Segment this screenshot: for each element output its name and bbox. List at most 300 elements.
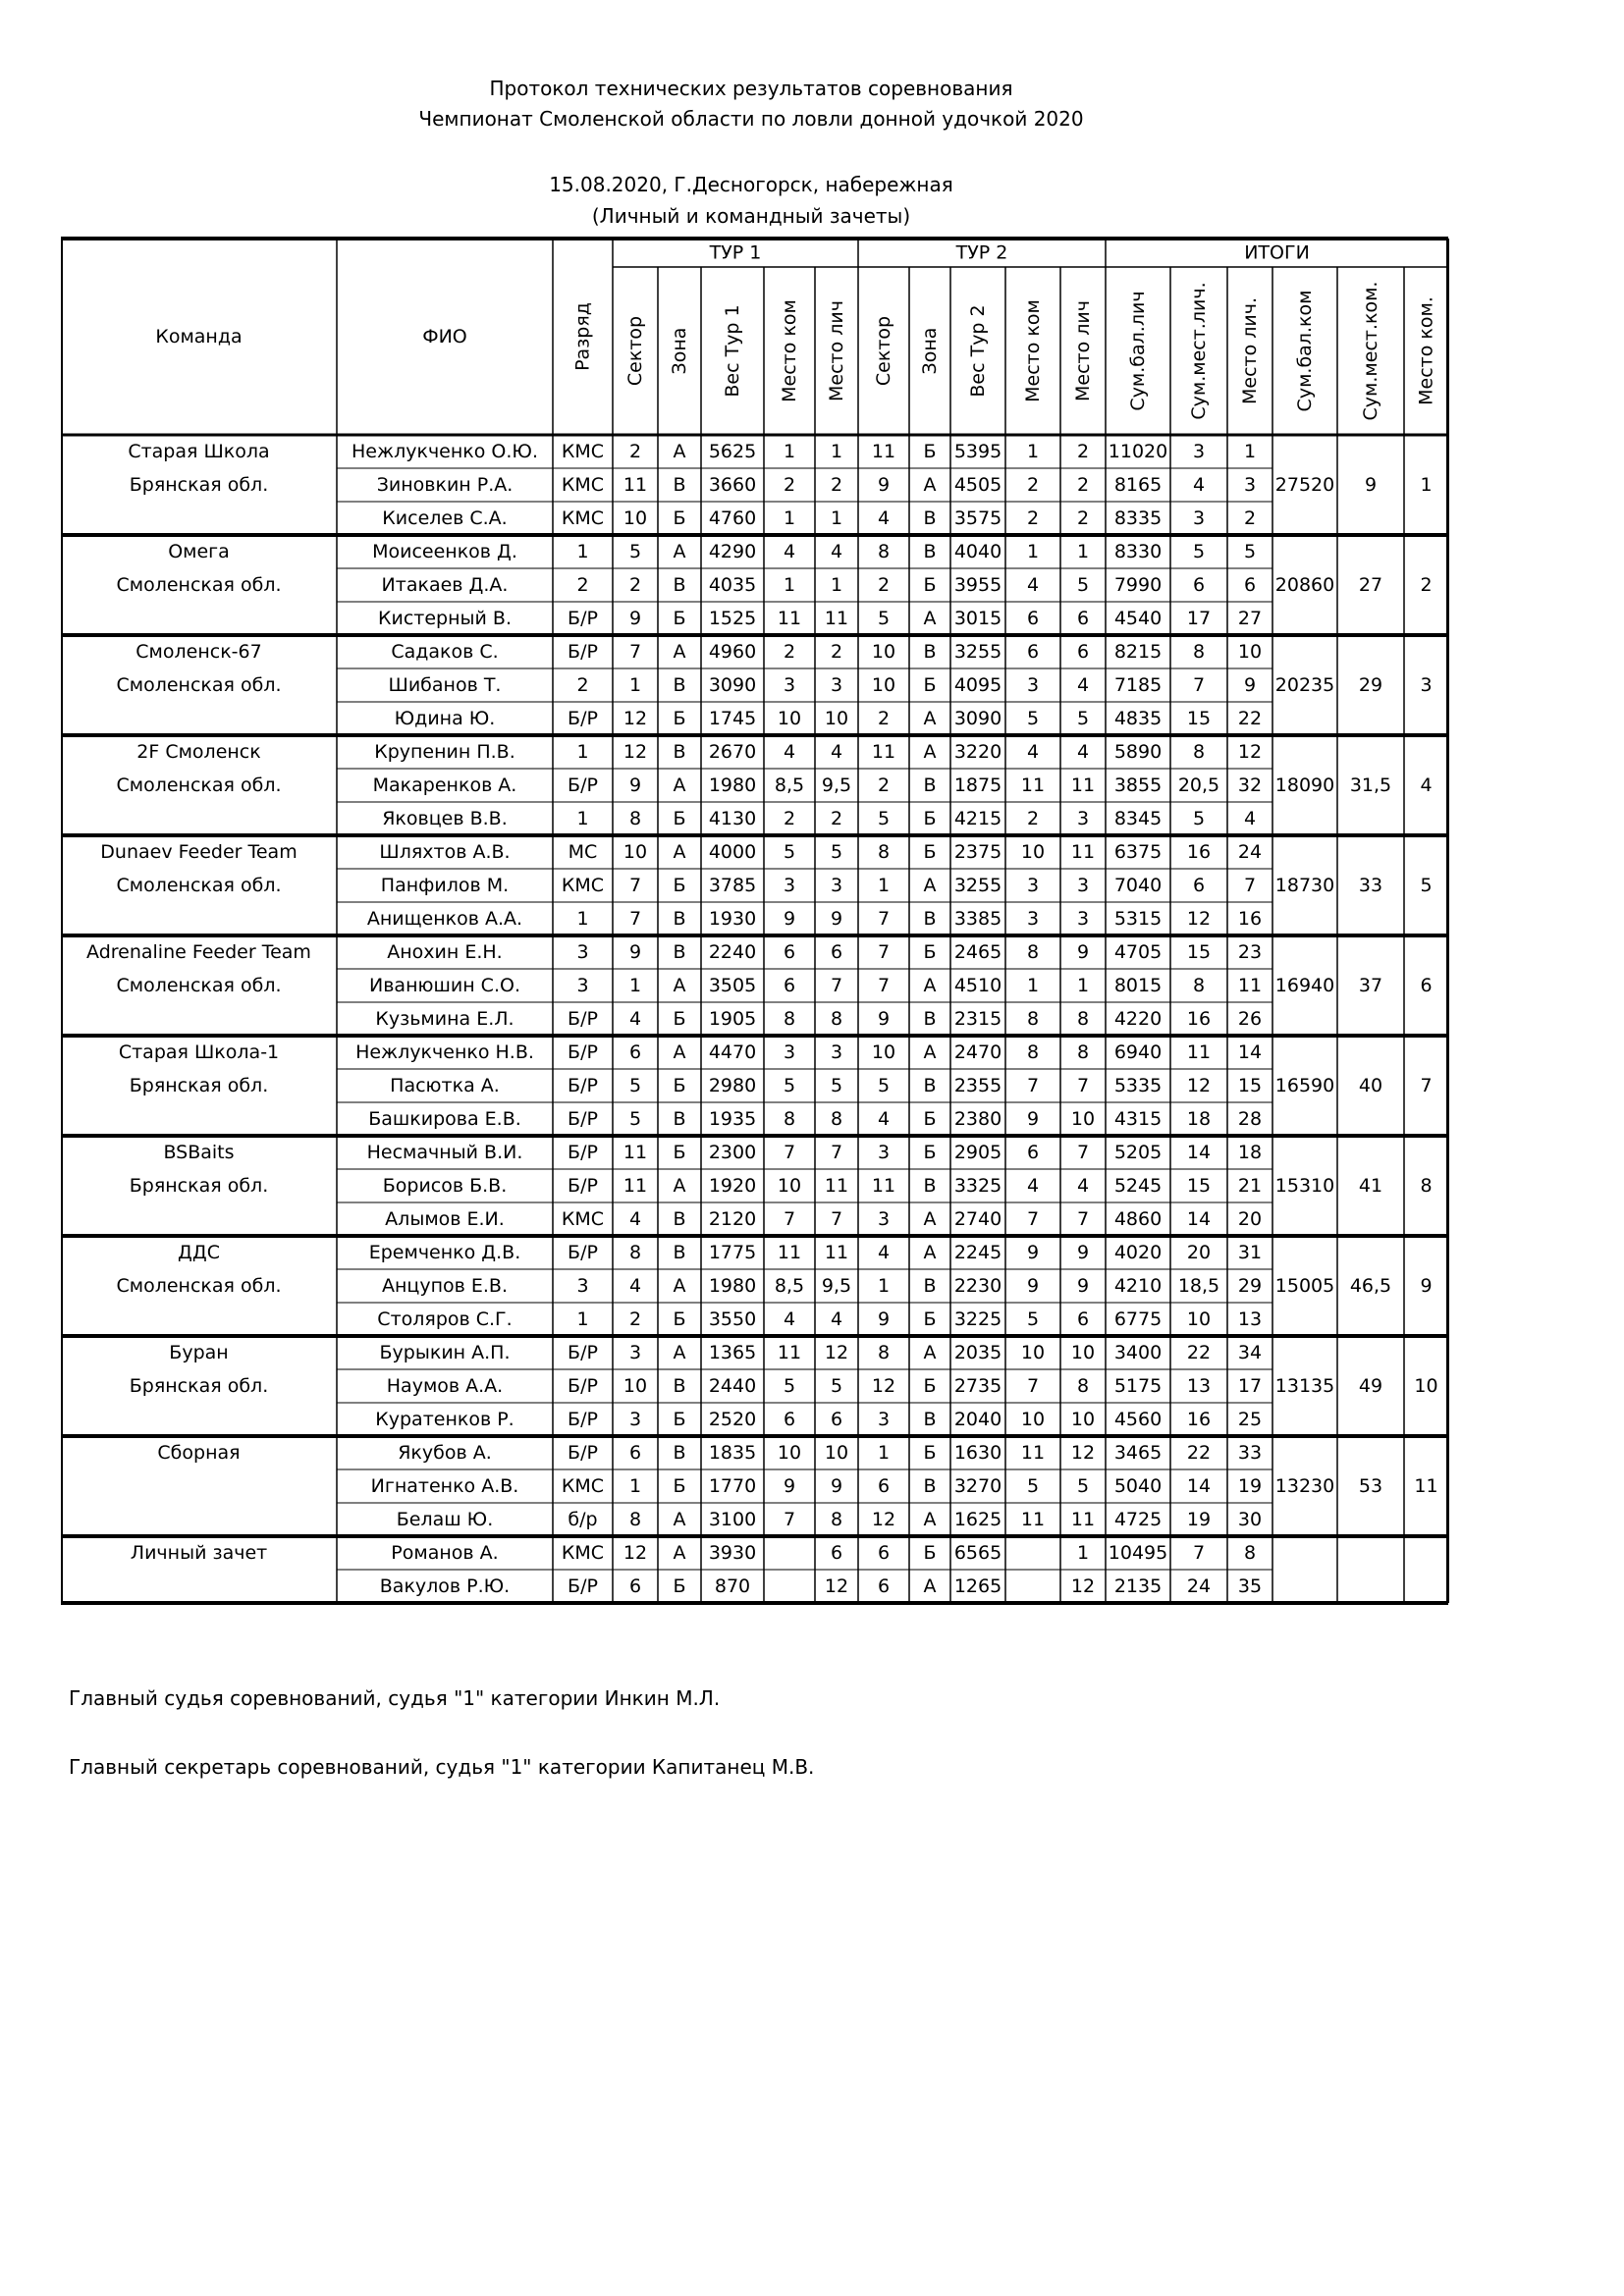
table-cell: 9: [877, 1308, 891, 1330]
table-cell: Б: [923, 1442, 937, 1464]
column-header: Место лич: [826, 300, 847, 401]
table-cell: 11: [777, 1242, 802, 1263]
table-cell: В: [673, 1108, 686, 1130]
table-cell: 1: [783, 507, 796, 529]
table-cell: 3: [576, 975, 589, 996]
table-cell: 11: [623, 474, 648, 496]
table-cell: 10: [871, 1041, 896, 1063]
team-place: 1: [1420, 474, 1433, 496]
team-place: 3: [1420, 674, 1433, 696]
team-region: Смоленская обл.: [116, 1275, 282, 1297]
team-places-sum: 46,5: [1349, 1275, 1392, 1297]
table-cell: 8: [1192, 975, 1206, 996]
table-cell: 7: [1026, 1075, 1040, 1096]
table-cell: 1: [877, 875, 891, 896]
championship-subtitle: Чемпионат Смоленской области по ловли донной удочкой 2020: [418, 107, 1084, 131]
table-cell: 14: [1186, 1208, 1212, 1230]
table-cell: 2: [830, 474, 843, 496]
table-cell: 3: [783, 1041, 796, 1063]
table-cell: 4725: [1113, 1509, 1163, 1530]
table-cell: 4: [830, 1308, 843, 1330]
table-cell: 8: [1076, 1008, 1090, 1030]
table-cell: 4: [1076, 1175, 1090, 1197]
table-cell: 3255: [953, 641, 1002, 663]
table-cell: 9: [830, 1475, 843, 1497]
angler-name: Макаренков А.: [372, 774, 517, 796]
table-cell: В: [673, 941, 686, 963]
results-table: [61, 234, 1449, 1608]
column-header: Место лич: [1072, 300, 1094, 401]
table-cell: 4835: [1113, 708, 1163, 729]
table-cell: 2740: [953, 1208, 1002, 1230]
table-cell: 2: [1076, 441, 1090, 462]
table-cell: 4960: [708, 641, 757, 663]
team-region: Брянская обл.: [129, 474, 269, 496]
team-place: 6: [1420, 975, 1433, 996]
table-cell: В: [673, 1442, 686, 1464]
table-cell: 9: [1076, 941, 1090, 963]
table-cell: Б: [923, 441, 937, 462]
table-cell: 10: [824, 1442, 849, 1464]
table-cell: 3: [1076, 875, 1090, 896]
table-cell: 2: [1026, 507, 1040, 529]
table-cell: 10: [1070, 1342, 1096, 1363]
team-places-sum: 33: [1358, 875, 1383, 896]
table-cell: 7: [1076, 1208, 1090, 1230]
table-cell: 2: [877, 774, 891, 796]
table-cell: А: [923, 741, 937, 763]
table-cell: 7990: [1113, 574, 1163, 596]
table-cell: 1: [576, 541, 589, 562]
table-cell: 12: [871, 1509, 896, 1530]
table-cell: 6940: [1113, 1041, 1163, 1063]
angler-name: Романов А.: [391, 1542, 499, 1564]
table-cell: 11020: [1108, 441, 1168, 462]
table-cell: 3660: [708, 474, 757, 496]
table-cell: 1775: [708, 1242, 757, 1263]
table-cell: 9: [1026, 1242, 1040, 1263]
table-cell: 9: [877, 474, 891, 496]
table-cell: 2: [1243, 507, 1257, 529]
table-cell: А: [923, 1208, 937, 1230]
table-cell: 1625: [953, 1509, 1002, 1530]
table-cell: 11: [1020, 1442, 1046, 1464]
table-cell: 1: [830, 441, 843, 462]
table-cell: Б: [673, 808, 686, 829]
table-cell: 5: [877, 1075, 891, 1096]
table-cell: 7: [628, 641, 642, 663]
table-cell: 2: [830, 641, 843, 663]
table-cell: 2: [628, 1308, 642, 1330]
table-cell: 6: [1192, 875, 1206, 896]
table-cell: 29: [1237, 1275, 1263, 1297]
team-score: 27520: [1274, 474, 1335, 496]
column-header: Сектор: [873, 315, 894, 387]
table-cell: 7: [628, 875, 642, 896]
table-cell: 1: [830, 507, 843, 529]
angler-name: Бурыкин А.П.: [379, 1342, 511, 1363]
table-cell: Б: [673, 1575, 686, 1597]
table-cell: 4: [877, 1108, 891, 1130]
table-cell: 3: [877, 1409, 891, 1430]
table-cell: 8: [1192, 741, 1206, 763]
column-header: Сектор: [624, 315, 646, 387]
table-cell: 5335: [1113, 1075, 1163, 1096]
table-cell: 10: [623, 841, 648, 863]
table-cell: 16: [1186, 1008, 1212, 1030]
table-cell: 11: [1070, 1509, 1096, 1530]
table-cell: 34: [1237, 1342, 1263, 1363]
table-cell: 3: [830, 1041, 843, 1063]
table-cell: 6: [783, 975, 796, 996]
table-cell: МС: [568, 841, 598, 863]
table-cell: 8215: [1113, 641, 1163, 663]
team-places-sum: 37: [1358, 975, 1383, 996]
table-cell: 2: [1026, 808, 1040, 829]
table-cell: 1: [783, 441, 796, 462]
table-cell: 8330: [1113, 541, 1163, 562]
table-cell: 6: [877, 1575, 891, 1597]
table-cell: 11: [1186, 1041, 1212, 1063]
table-cell: 1265: [953, 1575, 1002, 1597]
table-cell: 17: [1237, 1375, 1263, 1397]
table-cell: 2040: [953, 1409, 1002, 1430]
team-region: Смоленская обл.: [116, 774, 282, 796]
table-cell: 3: [576, 1275, 589, 1297]
table-cell: 10495: [1108, 1542, 1168, 1564]
table-cell: 3100: [708, 1509, 757, 1530]
table-cell: 4020: [1113, 1242, 1163, 1263]
table-cell: 11: [871, 441, 896, 462]
table-cell: 4540: [1113, 608, 1163, 629]
table-cell: 2: [576, 574, 589, 596]
table-cell: Б: [673, 1075, 686, 1096]
angler-name: Шибанов Т.: [388, 674, 502, 696]
table-cell: В: [923, 641, 937, 663]
table-cell: 9: [1243, 674, 1257, 696]
table-cell: А: [923, 875, 937, 896]
table-cell: 24: [1237, 841, 1263, 863]
team-place: 10: [1414, 1375, 1438, 1397]
table-cell: Б: [673, 875, 686, 896]
table-cell: А: [673, 841, 686, 863]
table-cell: 4: [830, 741, 843, 763]
table-cell: 4095: [953, 674, 1002, 696]
table-cell: 4505: [953, 474, 1002, 496]
table-cell: Б: [923, 1375, 937, 1397]
table-cell: 8,5: [774, 774, 805, 796]
table-cell: Б: [923, 1308, 937, 1330]
table-cell: 1980: [708, 1275, 757, 1297]
table-cell: 5: [783, 1375, 796, 1397]
table-cell: 8: [1026, 941, 1040, 963]
table-cell: 5: [1243, 541, 1257, 562]
table-cell: 2: [877, 708, 891, 729]
team-places-sum: 9: [1364, 474, 1378, 496]
table-cell: 4: [877, 507, 891, 529]
table-cell: В: [923, 1275, 937, 1297]
table-cell: 9: [783, 908, 796, 930]
group-header: ИТОГИ: [1244, 241, 1310, 264]
table-cell: 4760: [708, 507, 757, 529]
table-cell: А: [673, 1542, 686, 1564]
team-name: Омега: [168, 541, 230, 562]
table-cell: 7: [783, 1208, 796, 1230]
table-cell: 4560: [1113, 1409, 1163, 1430]
table-cell: А: [673, 1509, 686, 1530]
table-cell: 8: [628, 808, 642, 829]
table-cell: 2: [1076, 507, 1090, 529]
angler-name: Куратенков Р.: [375, 1409, 514, 1430]
table-cell: 4: [783, 741, 796, 763]
table-cell: 12: [1070, 1575, 1096, 1597]
table-cell: 16: [1186, 841, 1212, 863]
table-cell: А: [673, 774, 686, 796]
table-cell: В: [673, 1242, 686, 1263]
table-cell: Б/Р: [568, 641, 598, 663]
table-cell: 2: [576, 674, 589, 696]
team-region: Брянская обл.: [129, 1375, 269, 1397]
table-cell: 3: [1192, 441, 1206, 462]
team-score: 13230: [1274, 1475, 1335, 1497]
table-cell: 7: [877, 941, 891, 963]
table-cell: КМС: [561, 441, 605, 462]
team-score: 13135: [1274, 1375, 1335, 1397]
table-cell: 13: [1237, 1308, 1263, 1330]
angler-name: Итакаев Д.А.: [381, 574, 509, 596]
table-cell: 6: [783, 1409, 796, 1430]
table-cell: 10: [1186, 1308, 1212, 1330]
table-cell: 1770: [708, 1475, 757, 1497]
table-cell: 5: [1076, 574, 1090, 596]
column-header: Зона: [919, 327, 941, 375]
team-places-sum: 31,5: [1349, 774, 1392, 796]
table-cell: 1: [877, 1275, 891, 1297]
table-cell: В: [673, 908, 686, 930]
table-cell: 24: [1186, 1575, 1212, 1597]
table-cell: Б: [673, 507, 686, 529]
table-cell: В: [923, 908, 937, 930]
column-header: Разряд: [571, 302, 594, 371]
table-cell: 11: [1070, 841, 1096, 863]
table-cell: В: [923, 1075, 937, 1096]
team-score: 20860: [1274, 574, 1335, 596]
table-cell: 1: [1026, 975, 1040, 996]
table-cell: 1525: [708, 608, 757, 629]
table-cell: 7: [783, 1509, 796, 1530]
table-cell: 5: [877, 808, 891, 829]
table-cell: Б/Р: [568, 1008, 598, 1030]
table-cell: КМС: [561, 507, 605, 529]
table-cell: Б: [923, 1108, 937, 1130]
table-cell: 3015: [953, 608, 1002, 629]
table-cell: 12: [623, 741, 648, 763]
table-cell: А: [923, 1575, 937, 1597]
table-cell: 3: [628, 1409, 642, 1430]
table-cell: В: [673, 574, 686, 596]
table-cell: 6: [1076, 641, 1090, 663]
table-cell: 13: [1186, 1375, 1212, 1397]
table-cell: 19: [1186, 1509, 1212, 1530]
column-header: Место лич.: [1239, 296, 1261, 405]
table-cell: 10: [777, 1442, 802, 1464]
table-cell: 7: [830, 1142, 843, 1163]
table-cell: 1: [1076, 541, 1090, 562]
table-cell: Б: [923, 841, 937, 863]
table-cell: 4035: [708, 574, 757, 596]
table-cell: 4: [877, 1242, 891, 1263]
table-cell: 9: [783, 1475, 796, 1497]
table-cell: 1: [783, 574, 796, 596]
table-cell: 3400: [1113, 1342, 1163, 1363]
table-cell: 5: [830, 841, 843, 863]
team-score: 15310: [1274, 1175, 1335, 1197]
table-cell: В: [673, 1208, 686, 1230]
table-cell: 25: [1237, 1409, 1263, 1430]
table-cell: 1745: [708, 708, 757, 729]
table-cell: 7: [1076, 1142, 1090, 1163]
table-cell: 6: [830, 941, 843, 963]
angler-name: Кистерный В.: [378, 608, 512, 629]
table-cell: 8: [830, 1509, 843, 1530]
table-cell: Б: [923, 941, 937, 963]
table-cell: В: [673, 741, 686, 763]
table-cell: 4510: [953, 975, 1002, 996]
table-cell: 10: [871, 674, 896, 696]
team-region: Смоленская обл.: [116, 975, 282, 996]
table-cell: В: [673, 1375, 686, 1397]
table-cell: 6: [1192, 574, 1206, 596]
table-cell: 9: [628, 608, 642, 629]
table-cell: 19: [1237, 1475, 1263, 1497]
table-cell: 1: [1076, 975, 1090, 996]
team-places-sum: 53: [1358, 1475, 1383, 1497]
table-cell: 12: [824, 1342, 849, 1363]
table-cell: 11: [1020, 774, 1046, 796]
table-cell: 3: [877, 1208, 891, 1230]
table-cell: 3: [1243, 474, 1257, 496]
table-cell: 14: [1186, 1475, 1212, 1497]
table-cell: 9: [628, 774, 642, 796]
table-cell: Б/Р: [568, 1075, 598, 1096]
table-cell: 5395: [953, 441, 1002, 462]
table-cell: 4: [1026, 741, 1040, 763]
table-cell: 2440: [708, 1375, 757, 1397]
table-cell: 8335: [1113, 507, 1163, 529]
table-cell: В: [673, 474, 686, 496]
table-cell: В: [923, 1175, 937, 1197]
table-cell: 870: [714, 1575, 751, 1597]
table-cell: 3385: [953, 908, 1002, 930]
table-cell: 1: [830, 574, 843, 596]
table-cell: 4: [1243, 808, 1257, 829]
table-cell: 6: [1076, 1308, 1090, 1330]
column-header: Сум.мест.ком.: [1360, 281, 1381, 421]
table-cell: 18,5: [1177, 1275, 1220, 1297]
table-cell: 5: [783, 841, 796, 863]
team-name: Буран: [169, 1342, 229, 1363]
table-cell: 12: [1237, 741, 1263, 763]
table-cell: 2135: [1113, 1575, 1163, 1597]
table-cell: 1: [576, 808, 589, 829]
table-cell: 2: [877, 574, 891, 596]
table-cell: 8: [830, 1008, 843, 1030]
angler-name: Алымов Е.И.: [385, 1208, 505, 1230]
table-cell: Б: [673, 1142, 686, 1163]
table-cell: 7: [830, 975, 843, 996]
table-cell: Б/Р: [568, 774, 598, 796]
angler-name: Анищенков А.А.: [366, 908, 523, 930]
table-cell: 3225: [953, 1308, 1002, 1330]
table-cell: А: [673, 641, 686, 663]
angler-name: Панфилов М.: [380, 875, 510, 896]
table-cell: 11: [871, 1175, 896, 1197]
column-header: Зона: [669, 327, 690, 375]
table-cell: А: [923, 708, 937, 729]
table-cell: 5: [830, 1075, 843, 1096]
table-cell: Б/Р: [568, 708, 598, 729]
table-cell: 8: [830, 1108, 843, 1130]
table-cell: 35: [1237, 1575, 1263, 1597]
table-cell: 2315: [953, 1008, 1002, 1030]
angler-name: Несмачный В.И.: [366, 1142, 523, 1163]
table-cell: 11: [1020, 1509, 1046, 1530]
table-cell: Б/Р: [568, 1375, 598, 1397]
table-cell: 20: [1186, 1242, 1212, 1263]
table-cell: 9: [1076, 1275, 1090, 1297]
table-cell: 1: [576, 908, 589, 930]
table-cell: 7: [830, 1208, 843, 1230]
table-cell: КМС: [561, 1475, 605, 1497]
table-cell: Б/Р: [568, 1342, 598, 1363]
table-cell: 1930: [708, 908, 757, 930]
chief-judge-line: Главный судья соревнований, судья "1" категории Инкин М.Л.: [69, 1686, 721, 1710]
table-cell: 1875: [953, 774, 1002, 796]
table-cell: 10: [1020, 1342, 1046, 1363]
team-places-sum: 27: [1358, 574, 1383, 596]
table-cell: 3: [1026, 908, 1040, 930]
column-header: Сум.мест.лич.: [1188, 282, 1210, 420]
table-cell: 3: [1026, 875, 1040, 896]
table-cell: 10: [1070, 1409, 1096, 1430]
table-cell: 3505: [708, 975, 757, 996]
table-cell: 1: [628, 674, 642, 696]
table-cell: 9,5: [821, 1275, 852, 1297]
table-cell: 2735: [953, 1375, 1002, 1397]
table-cell: 5: [628, 1108, 642, 1130]
table-cell: 10: [777, 708, 802, 729]
chief-secretary-line: Главный секретарь соревнований, судья "1" категории Капитанец М.В.: [69, 1755, 815, 1779]
table-cell: 4: [1026, 1175, 1040, 1197]
team-name: ДДС: [178, 1242, 220, 1263]
table-cell: 3465: [1113, 1442, 1163, 1464]
table-cell: 8: [1192, 641, 1206, 663]
table-cell: А: [923, 1041, 937, 1063]
column-header: Вес Тур 1: [722, 304, 743, 398]
table-cell: 3: [1076, 808, 1090, 829]
angler-name: Киселев С.А.: [382, 507, 508, 529]
table-cell: 9,5: [821, 774, 852, 796]
table-cell: 6: [628, 1041, 642, 1063]
team-name: 2F Смоленск: [136, 741, 261, 763]
date-place: 15.08.2020, Г.Десногорск, набережная: [549, 173, 953, 196]
angler-name: Пасютка А.: [390, 1075, 500, 1096]
table-cell: 11: [1070, 774, 1096, 796]
table-cell: 15: [1237, 1075, 1263, 1096]
table-cell: А: [673, 1275, 686, 1297]
team-places-sum: 41: [1358, 1175, 1383, 1197]
table-cell: 2520: [708, 1409, 757, 1430]
